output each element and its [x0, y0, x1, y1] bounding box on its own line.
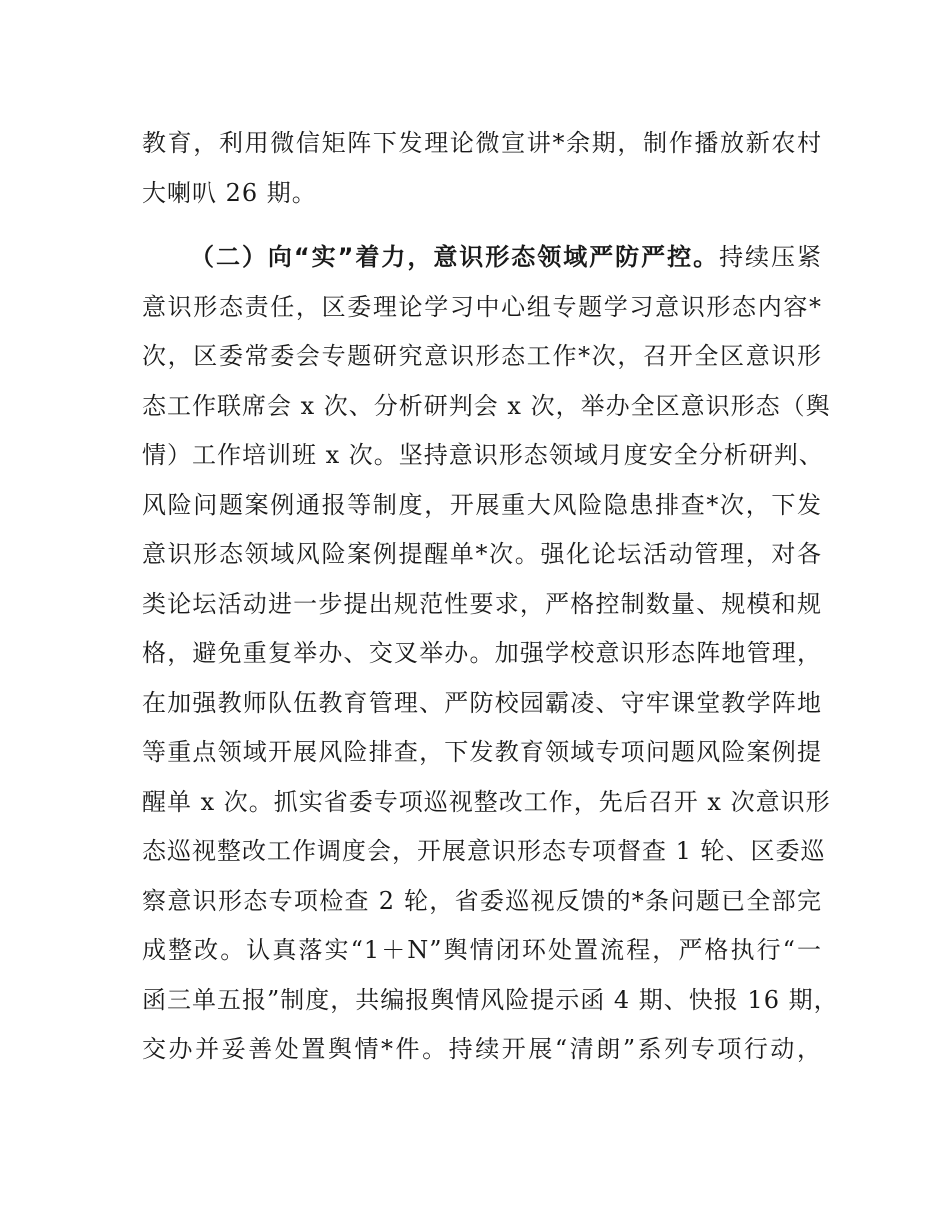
paragraph-2-line: 交办并妥善处置舆情*件。持续开展“清朗”系列专项行动， — [142, 1035, 822, 1063]
paragraph-2-line: 情）工作培训班 x 次。坚持意识形态领域月度安全分析研判、 — [142, 441, 824, 469]
section-heading: （二）向“实”着力，意识形态领域严防严控。 — [190, 243, 720, 271]
paragraph-2-line: 态工作联席会 x 次、分析研判会 x 次，举办全区意识形态（舆 — [142, 391, 831, 420]
paragraph-2-line: 在加强教师队伍教育管理、严防校园霸凌、守牢课堂教学阵地 — [142, 688, 822, 717]
paragraph-2-line: 醒单 x 次。抓实省委专项巡视整改工作，先后召开 x 次意识形 — [142, 787, 831, 816]
paragraph-2-line: 格，避免重复举办、交叉举办。加强学校意识形态阵地管理， — [142, 639, 822, 667]
paragraph-2-line: 等重点领域开展风险排查，下发教育领域专项问题风险案例提 — [142, 738, 822, 766]
paragraph-2-line: 次，区委常委会专题研究意识形态工作*次，召开全区意识形 — [142, 342, 822, 370]
paragraph-2-line: 态巡视整改工作调度会，开展意识形态专项督查 1 轮、区委巡 — [142, 837, 826, 865]
paragraph-2-first-line — [142, 233, 822, 283]
paragraph-2-line: 意识形态责任，区委理论学习中心组专题学习意识形态内容* — [142, 292, 822, 321]
paragraph-2-line: 察意识形态专项检查 2 轮，省委巡视反馈的*条问题已全部完 — [142, 886, 822, 915]
paragraph-2-line: 类论坛活动进一步提出规范性要求，严格控制数量、规模和规 — [142, 589, 822, 618]
paragraph-2 — [142, 233, 839, 1075]
paragraph-2-line: 意识形态领域风险案例提醒单*次。强化论坛活动管理，对各 — [142, 540, 822, 568]
paragraph-2-line: 函三单五报”制度，共编报舆情风险提示函 4 期、快报 16 期， — [142, 985, 839, 1014]
paragraph-2-line: 风险问题案例通报等制度，开展重大风险隐患排查*次，下发 — [142, 490, 822, 519]
paragraph-1-line: 大喇叭 26 期。 — [142, 178, 317, 207]
paragraph-1 — [142, 119, 822, 218]
paragraph-2-line: 成整改。认真落实“1＋N”舆情闭环处置流程，严格执行“一 — [142, 936, 822, 964]
paragraph-1-line: 教育，利用微信矩阵下发理论微宣讲*余期，制作播放新农村 — [142, 129, 822, 157]
paragraph-2-first-line-rest: 持续压紧 — [719, 243, 823, 271]
